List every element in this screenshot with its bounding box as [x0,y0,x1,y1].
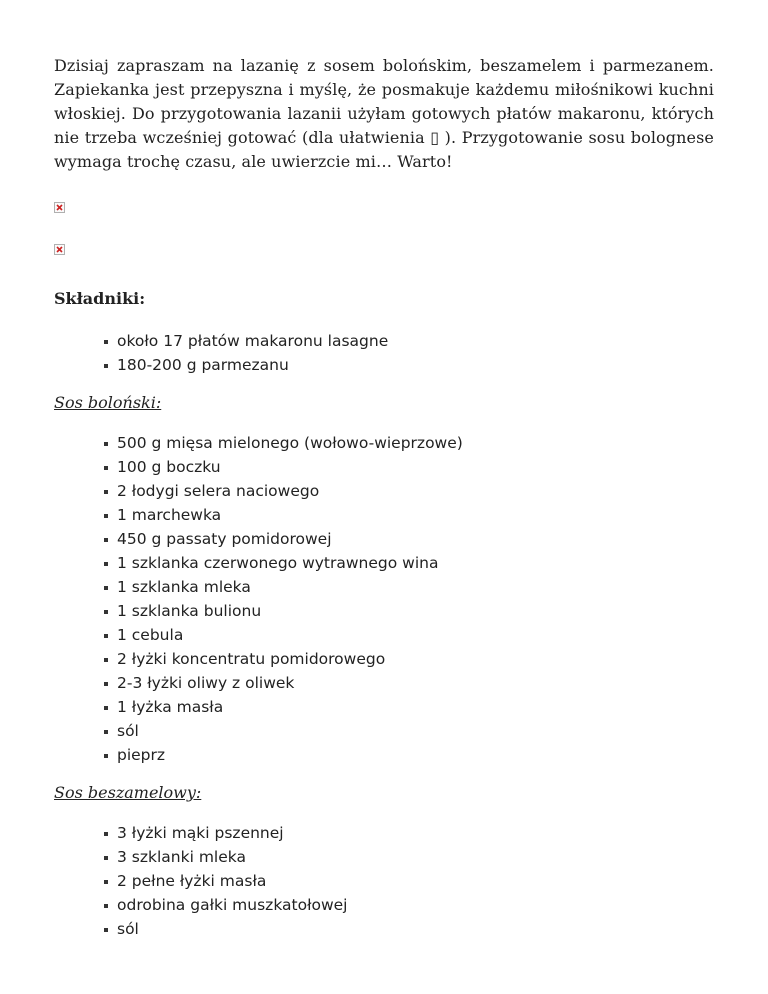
list-item: pieprz [104,743,714,767]
list-item: 1 cebula [104,623,714,647]
bolognese-heading: Sos boloński: [54,393,162,412]
broken-image-icon[interactable] [54,202,65,213]
broken-image-icon[interactable] [54,244,65,255]
list-item: 500 g mięsa mielonego (wołowo-wieprzowe) [104,431,714,455]
bechamel-ingredients-list [54,821,714,941]
list-item: 1 łyżka masła [104,695,714,719]
list-item: 2 pełne łyżki masła [104,869,714,893]
list-item: sól [104,719,714,743]
list-item: 3 szklanki mleka [104,845,714,869]
ingredients-heading: Składniki: [54,289,146,308]
list-item: 1 szklanka czerwonego wytrawnego wina [104,551,714,575]
list-item: około 17 płatów makaronu lasagne [104,329,714,353]
list-item: odrobina gałki muszkatołowej [104,893,714,917]
intro-paragraph: Dzisiaj zapraszam na lazanię z sosem bolońskim, beszamelem i parmezanem. Zapiekanka jest przepyszna i myślę, że posmakuje każdemu miłośnikowi kuchni włoskiej. Do przygotowania lazanii użyłam gotowych płatów makaronu, których nie trzeba wcześniej gotować (dla ułatwienia ▯ ). Przygotowanie sosu bolognese wymaga trochę czasu, ale uwierzcie mi… Warto! [54,56,714,171]
list-item: 1 marchewka [104,503,714,527]
list-item: 2-3 łyżki oliwy z oliwek [104,671,714,695]
list-item: 2 łyżki koncentratu pomidorowego [104,647,714,671]
bechamel-heading: Sos beszamelowy: [54,783,202,802]
close-x-icon [56,204,63,211]
list-item: sól [104,917,714,941]
list-item: 2 łodygi selera naciowego [104,479,714,503]
bolognese-ingredients-list [54,431,714,767]
close-x-icon [56,246,63,253]
main-ingredients-list [54,329,714,377]
list-item: 1 szklanka mleka [104,575,714,599]
list-item: 3 łyżki mąki pszennej [104,821,714,845]
list-item: 450 g passaty pomidorowej [104,527,714,551]
list-item: 1 szklanka bulionu [104,599,714,623]
list-item: 100 g boczku [104,455,714,479]
list-item: 180-200 g parmezanu [104,353,714,377]
